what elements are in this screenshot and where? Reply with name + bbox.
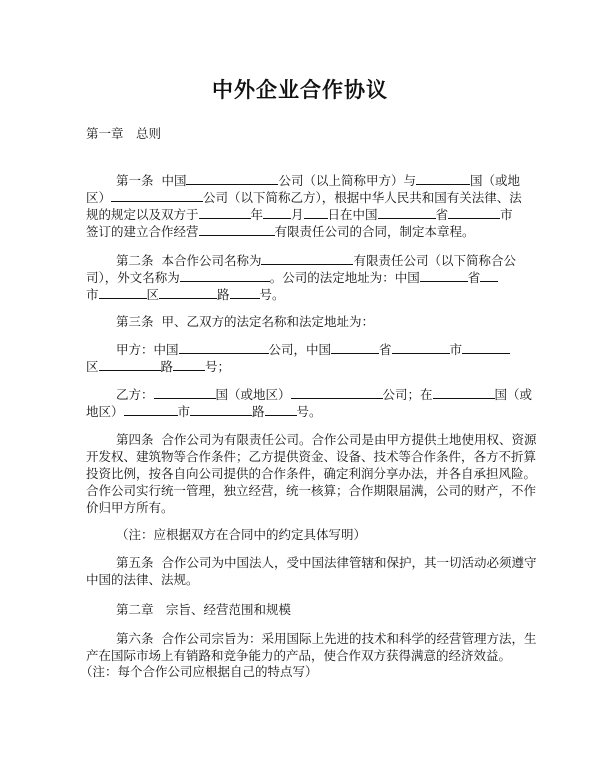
blank-field [159,286,217,299]
article-2-line-3: 市 区 路 号。 [86,287,285,302]
article-4-line-1: 第四条 合作公司为有限责任公司。合作公司是由甲方提供土地使用权、资源 [116,432,537,447]
blank-field [480,269,498,282]
article-1-line-3: 规的规定以及双方于 年 月 日在中国 省 市 [86,207,513,222]
party-b-line-2: 地区） 市 路 号。 [86,404,322,419]
blank-field [304,206,328,219]
article-3-line-1: 第三条 甲、乙双方的法定名称和法定地址为： [116,314,374,329]
blank-field [433,386,495,399]
blank-field [199,223,275,236]
blank-field [378,206,436,219]
blank-field [99,286,147,299]
blank-field [180,269,270,282]
article-1-line-2: 区） 公司（以下简称乙方），根据中华人民共和国有关法律、法 [86,190,522,205]
article-5-line-2: 中国的法律、法规。 [86,572,199,587]
party-a-line-1: 甲方：中国 公司，中国 省 市 [116,341,510,358]
article-2-line-2: 司），外文名称为 。公司的法定地址为：中国 省 [86,269,498,286]
article-1-line-1: 第一条 中国 公司（以上简称甲方）与 国（或地 [116,173,521,188]
article-1-line-4: 签订的建立合作经营 有限责任公司的合同，制定本章程。 [86,224,475,239]
blank-field [331,341,379,354]
blank-field [462,341,510,354]
blank-field [416,172,470,185]
blank-field [261,252,353,265]
article-4-line-4: 合作公司实行统一管理，独立经营，统一核算；合作期限届满，公司的财产，不作 [86,483,537,498]
blank-field [186,172,278,185]
blank-field [154,386,216,399]
blank-field [291,386,383,399]
blank-field [190,403,252,416]
blank-field [173,358,205,371]
article-4-line-5: 价归甲方所有。 [86,500,174,515]
blank-field [99,358,161,371]
blank-field [124,403,178,416]
article-6-line-1: 第六条 合作公司宗旨为：采用国际上先进的技术和科学的经营管理方法，生 [116,631,537,646]
blank-field [263,206,291,219]
blank-field [199,206,251,219]
party-a-line-2: 区 路 号； [86,359,231,374]
article-5-line-1: 第五条 合作公司为中国法人，受中国法律管辖和保护，其一切活动必须遵守 [116,555,537,570]
blank-field [111,189,203,202]
chapter-1-heading: 第一章 总则 [86,126,162,141]
article-6-note: （注：每个合作公司应根据自己的特点写） [80,664,318,679]
chapter-2-heading: 第二章 宗旨、经营范围和规模 [116,602,292,617]
blank-field [265,403,297,416]
party-b-line-1: 乙方： 国（或地区） 公司；在 国（或 [116,387,533,402]
document-title: 中外企业合作协议 [212,78,388,102]
blank-field [448,206,500,219]
blank-field [420,269,468,282]
note-1: （注：应根据双方在合同中的约定具体写明） [116,527,367,542]
article-4-line-2: 开发权、建筑物等合作条件；乙方提供资金、设备、技术等合作条件，各方不折算 [86,449,537,464]
article-6-line-2: 产在国际市场上有销路和竞争能力的产品，使合作双方获得满意的经济效益。 [86,648,512,663]
article-4-line-3: 投资比例，按各自向公司提供的合作条件，确定利润分享办法，并各自承担风险。 [86,466,537,481]
blank-field [179,341,269,354]
article-2-line-1: 第二条 本合作公司名称为 有限责任公司（以下简称合公 [116,253,516,268]
blank-field [230,286,260,299]
blank-field [392,341,450,354]
